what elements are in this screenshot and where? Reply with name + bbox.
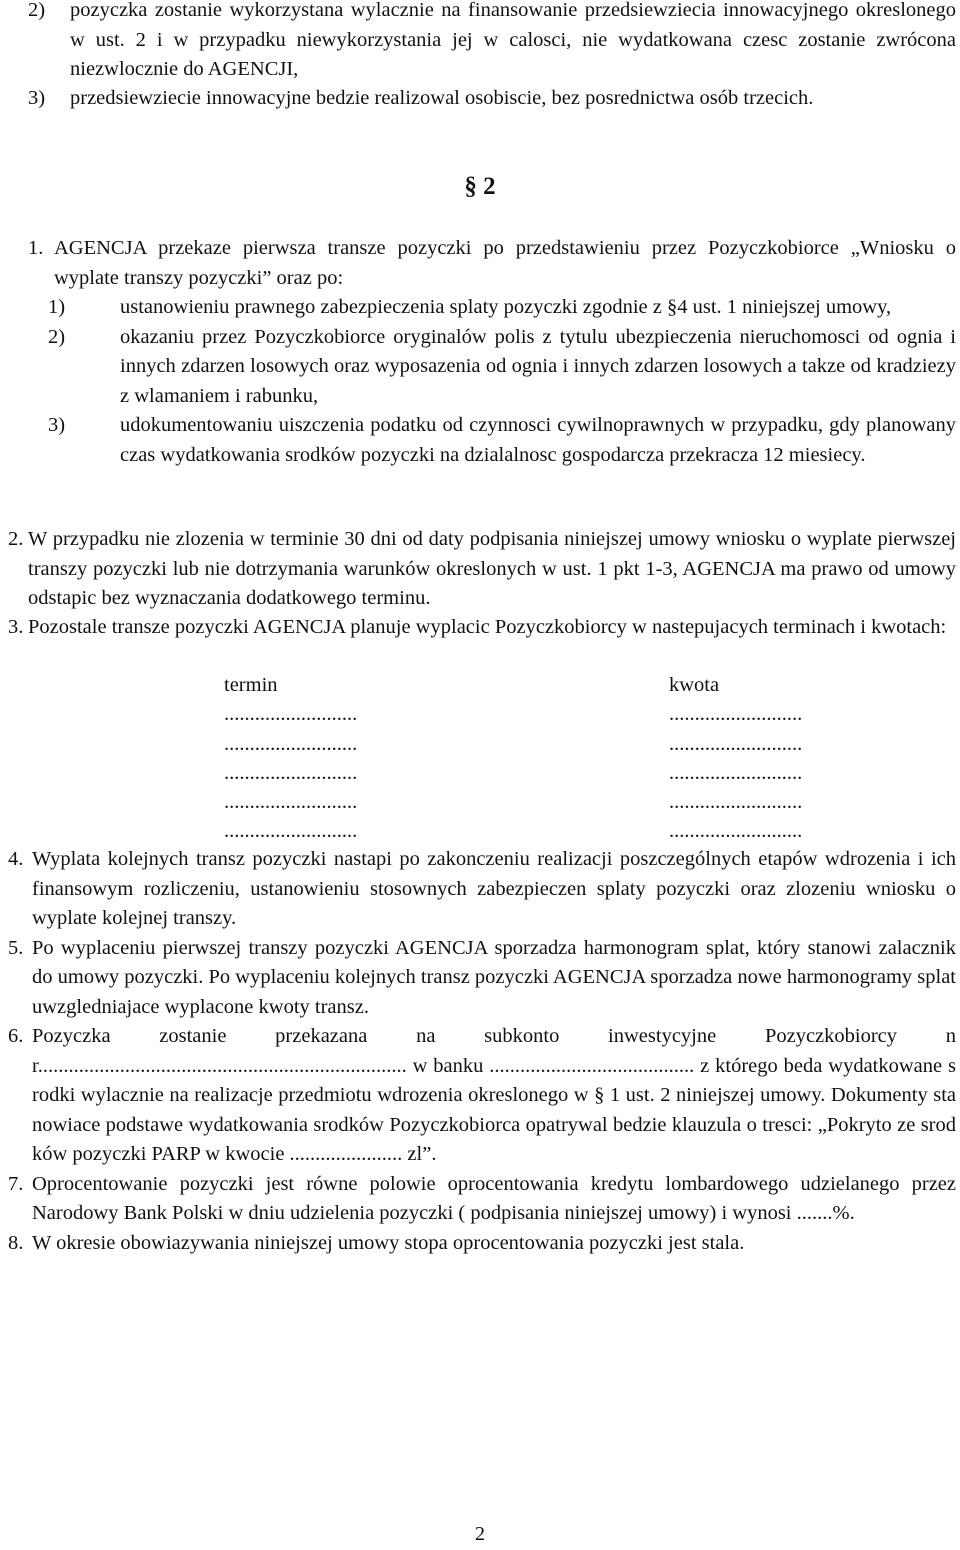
top-list-item-3 xyxy=(28,84,956,114)
paragraph-number: 3. xyxy=(8,616,24,638)
list-item-number: 3) xyxy=(28,87,46,109)
table-cell-kwota: .......................... xyxy=(669,703,803,726)
list-item xyxy=(28,84,956,114)
list-item-number: 2) xyxy=(48,325,66,348)
paragraph-4 xyxy=(8,845,956,934)
paragraph-number: 7. xyxy=(8,1172,24,1195)
table-cell-kwota: .......................... xyxy=(669,820,803,843)
list-item xyxy=(48,323,956,412)
column-header-termin: termin xyxy=(224,674,278,696)
paragraphs-4-8 xyxy=(8,845,956,1258)
table-cell-termin: .......................... xyxy=(224,761,358,784)
list-item-number: 3) xyxy=(48,414,66,436)
paragraph-number: 6. xyxy=(8,1025,24,1047)
paragraph-number: 8. xyxy=(8,1231,24,1254)
paragraph-8 xyxy=(8,1229,956,1259)
paragraph-7 xyxy=(8,1170,956,1229)
paragraph-6 xyxy=(8,1022,956,1170)
table-cell-termin: .......................... xyxy=(224,703,358,726)
table-cell-kwota: .......................... xyxy=(669,791,803,814)
table-cell-termin: .......................... xyxy=(224,732,358,755)
list-item xyxy=(28,0,956,85)
page-number: 2 xyxy=(475,1523,485,1545)
paragraph-number: 1. xyxy=(28,237,44,259)
list-item-number: 1) xyxy=(48,296,66,318)
paragraph-number: 4. xyxy=(8,848,24,870)
paragraph-1-intro xyxy=(28,234,956,293)
paragraph-number: 2. xyxy=(8,528,24,550)
section-heading: § 2 xyxy=(464,173,496,200)
list-item xyxy=(48,411,956,470)
list-item-number: 2) xyxy=(28,0,46,21)
list-item-text: pozyczka zostanie wykorzystana wylacznie na finansowanie przedsiewziecia innowacyjnego okreslonego w ust. 2 i w przypadku niewykorzystania jej w calosci, nie wydatkowana czesc zostanie zwrócona niezwlocznie do AGENCJI, xyxy=(70,0,956,80)
table-cell-termin: .......................... xyxy=(224,791,358,814)
list-item-text: udokumentowaniu uiszczenia podatku od czynnosci cywilnoprawnych w przypadku, gdy planowany czas wydatkowania srodków pozyczki na dzialalnosc gospodarcza przekracza 12 miesiecy. xyxy=(120,414,956,466)
schedule-table xyxy=(224,671,960,847)
paragraph-text: Po wyplaceniu pierwszej transzy pozyczki AGENCJA sporzadza harmonogram splat, który stanowi zalacznik do umowy pozyczki. Po wyplaceniu kolejnych transz pozyczki AGENCJA sporzadza nowe harmonogramy splat uwzgledniajace wyplacone kwoty transz. xyxy=(32,936,956,1018)
paragraph-text: Pozostale transze pozyczki AGENCJA planuje wyplacic Pozyczkobiorcy w nastepujacych terminach i kwotach: xyxy=(28,616,947,638)
list-item-text: ustanowieniu prawnego zabezpieczenia splaty pozyczki zgodnie z §4 ust. 1 niniejszej umowy, xyxy=(120,296,892,318)
paragraph-text: AGENCJA przekaze pierwsza transze pozyczki po przedstawieniu przez Pozyczkobiorce „Wniosku o wyplate transzy pozyczki” oraz po: xyxy=(54,237,956,289)
list-item-text: przedsiewziecie innowacyjne bedzie realizowal osobiscie, bez posrednictwa osób trzecich. xyxy=(70,87,814,109)
paragraph-text: W przypadku nie zlozenia w terminie 30 dni od daty podpisania niniejszej umowy wniosku o wyplate pierwszej transzy pozyczki lub nie dotrzymania warunków okreslonych w ust. 1 pkt 1-3, AGENCJA ma prawo od umowy odstapic bez wyznaczania dodatkowego terminu. xyxy=(28,528,956,609)
table-cell-termin: .......................... xyxy=(224,820,358,843)
column-header-kwota: kwota xyxy=(669,674,720,696)
paragraph-number: 5. xyxy=(8,936,24,959)
paragraph-text: Oprocentowanie pozyczki jest równe polowie oprocentowania kredytu lombardowego udzielanego przez Narodowy Bank Polski w dniu udzielenia pozyczki ( podpisania niniejszej umowy) i wynosi .......%. xyxy=(32,1172,956,1224)
paragraph-1 xyxy=(28,234,956,470)
paragraph-1-sublist xyxy=(28,293,956,470)
paragraph-2 xyxy=(8,525,956,614)
paragraph-text: W okresie obowiazywania niniejszej umowy stopa oprocentowania pozyczki jest stala. xyxy=(32,1231,745,1254)
top-list xyxy=(28,0,956,85)
list-item-text: okazaniu przez Pozyczkobiorce oryginalów polis z tytulu ubezpieczenia nieruchomosci od ognia i innych zdarzen losowych oraz wyposazenia od ognia i innych zdarzen losowych a takze od kradziezy z wlamaniem i rabunku, xyxy=(120,325,956,407)
paragraph-5 xyxy=(8,934,956,1023)
paragraph-3 xyxy=(8,613,956,643)
paragraph-text: Wyplata kolejnych transz pozyczki nastapi po zakonczeniu realizacji poszczególnych etapów wdrozenia i ich finansowym rozliczeniu, ustanowieniu stosownych zabezpieczen splaty pozyczki oraz zlozeniu wniosku o wyplate kolejnej transzy. xyxy=(32,848,956,929)
table-cell-kwota: .......................... xyxy=(669,732,803,755)
table-cell-kwota: .......................... xyxy=(669,761,803,784)
list-item xyxy=(48,293,956,323)
paragraph-text: Pozyczka zostanie przekazana na subkonto inwestycyjne Pozyczkobiorcy nr........................................................................ w banku ........................................ z którego beda wydatkowane srodki wylacznie na realizacje przedmiotu wdrozenia okreslonego w § 1 ust. 2 niniejszej umowy. Dokumenty stanowiace podstawe wydatkowania srodków Pozyczkobiorca opatrywal bedzie klauzula o tresci: „Pokryto ze srodków pozyczki PARP w kwocie ...................... zl”. xyxy=(32,1025,956,1165)
